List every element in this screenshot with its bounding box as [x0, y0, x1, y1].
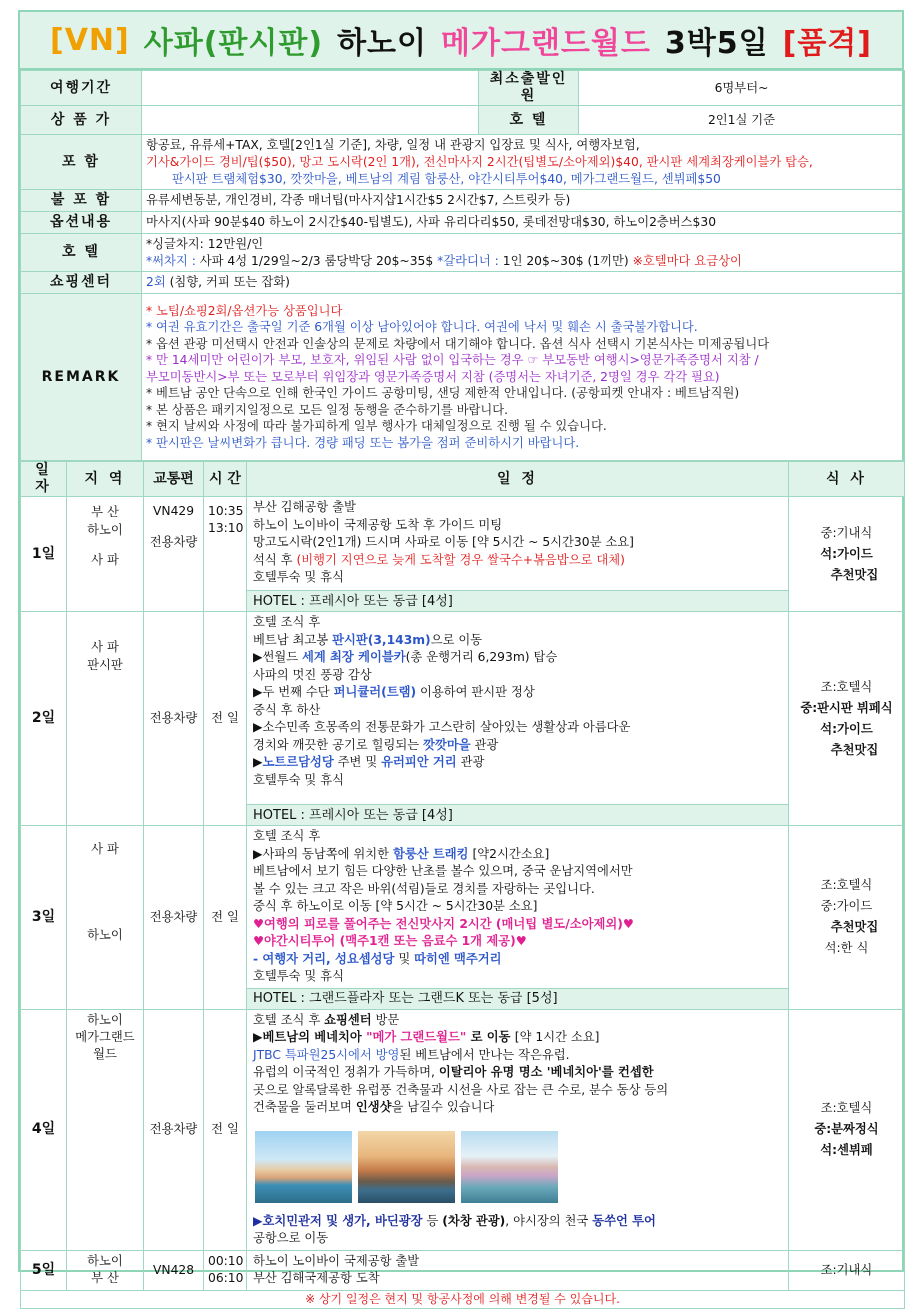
schedule-text: ▶ — [253, 755, 263, 769]
schedule-text: ▶썬월드 — [253, 650, 303, 664]
hotel-label: 호 텔 — [479, 106, 579, 135]
day-row — [21, 1250, 905, 1290]
ship-square-photo — [358, 1131, 455, 1203]
schedule-line — [253, 951, 782, 969]
schedule-text: 등 — [422, 1213, 443, 1228]
title-grade: [품격] — [782, 26, 872, 61]
hotel-value: 2인1실 기준 — [579, 106, 905, 135]
schedule-line: 호텔투숙 및 휴식 — [253, 772, 344, 787]
schedule-text: 관광 — [470, 737, 499, 752]
schedule-line — [253, 552, 782, 570]
include-line-2: 기사&가이드 경비/팁($50), 망고 도시락(2인 1개), 전신마사지 2시간(팁별도/소아제외)$40, 판시판 세계최장케이블카 탑승, — [146, 154, 813, 169]
venice-canal-photo — [255, 1131, 352, 1203]
day-time: 전 일 — [204, 612, 247, 826]
schedule-highlight: 인생샷 — [355, 1100, 392, 1114]
day-time — [204, 1250, 247, 1290]
meal-item: 조:호텔식 — [820, 878, 873, 893]
hotel-extra-value — [142, 234, 905, 272]
day-row — [21, 612, 905, 805]
schedule-line: 호텔 조식 후 — [253, 829, 321, 843]
schedule-line: 호텔투숙 및 휴식 — [253, 570, 344, 584]
title-megagrandworld: 메가그랜드월드 — [441, 26, 651, 61]
schedule-line — [253, 737, 782, 755]
schedule-line: 부산 김해국제공항 도착 — [253, 1271, 380, 1285]
itinerary-sheet — [18, 10, 904, 1306]
remark-list — [142, 294, 905, 461]
schedule-text: 으로 이동 — [430, 632, 483, 647]
day-number: 5일 — [21, 1250, 67, 1290]
col-transport: 교통편 — [144, 462, 204, 497]
day-region — [67, 612, 144, 826]
flight-number: VN428 — [144, 1250, 204, 1290]
schedule-line: 곳으로 알록달록한 유럽풍 건축물과 시선을 사로 잡는 큰 수로, 분수 동상 등의 — [253, 1082, 669, 1097]
flight-number: VN429 — [152, 504, 195, 518]
schedule-highlight: 함룽산 트래킹 — [392, 846, 469, 861]
day-row — [21, 826, 905, 989]
schedule-text: 방문 — [371, 1012, 400, 1027]
schedule-line — [253, 684, 782, 702]
schedule-highlight: (차창 관광) — [442, 1213, 506, 1228]
meal-item: 중:판시판 뷔페식 — [800, 700, 893, 715]
region-top: 하노이 메가그랜드 월드 — [75, 1012, 135, 1061]
day-transport — [144, 497, 204, 612]
colorful-canal-photo — [461, 1131, 558, 1203]
hotel-extra-label: 호 텔 — [21, 234, 142, 272]
schedule-text: 로 이동 — [466, 1030, 515, 1044]
info-table — [20, 70, 905, 461]
shopping-count: 2회 — [146, 275, 166, 289]
remark-item: * 현지 날씨와 사정에 따라 불가피하게 일부 행사가 대체일정으로 진행 될 수 있습니다. — [146, 419, 607, 434]
shopping-value — [142, 272, 905, 294]
remark-item: * 노팁/쇼핑2회/옵션가능 상품입니다 — [146, 303, 343, 318]
day-meals — [789, 497, 905, 612]
photo-gallery — [255, 1131, 782, 1203]
day-meals — [789, 1250, 905, 1290]
option-value: 마사지(사파 90분$40 하노이 2시간$40-팁별도), 사파 유리다리$50, 롯데전망대$30, 하노이2층버스$30 — [142, 212, 905, 234]
day-time: 전 일 — [204, 826, 247, 1010]
schedule-highlight: 동쑤언 투어 — [592, 1213, 656, 1228]
price-value — [142, 106, 479, 135]
day-region — [67, 826, 144, 1010]
meal-item: 중:분짜정식 — [814, 1122, 879, 1136]
day-time — [204, 497, 247, 612]
remark-label: REMARK — [21, 294, 142, 461]
transport-car: 전용차량 — [149, 535, 198, 549]
schedule-text: 유럽의 이국적인 정취가 가득하며, — [253, 1065, 439, 1079]
schedule-text: 석식 후 — [253, 552, 297, 567]
col-schedule: 일 정 — [247, 462, 789, 497]
schedule-line — [253, 649, 782, 667]
schedule-text: 호텔 조식 후 — [253, 1012, 325, 1027]
min-people-value: 6명부터~ — [579, 71, 905, 106]
day-meals — [789, 612, 905, 826]
schedule-line: 호텔투숙 및 휴식 — [253, 969, 344, 983]
footer-note: ※ 상기 일정은 현지 및 항공사정에 의해 변경될 수 있습니다. — [21, 1290, 905, 1308]
schedule-text: 및 — [394, 951, 415, 966]
meal-item: 석:한 식 — [824, 941, 869, 956]
schedule-text: 된 베트남에서 만나는 작은유럽. — [399, 1047, 570, 1062]
meal-item: 석:센뷔페 — [820, 1143, 873, 1157]
schedule-highlight: "메가 그랜드월드" — [366, 1030, 467, 1044]
schedule-line: 호텔 조식 후 — [253, 615, 321, 629]
schedule-note: (비행기 지연으로 늦게 도착할 경우 쌀국수+볶음밥으로 대체) — [296, 552, 625, 567]
option-label: 옵션내용 — [21, 212, 142, 234]
col-time: 시 간 — [204, 462, 247, 497]
col-meal: 식 사 — [789, 462, 905, 497]
surcharge-value: 사파 4성 1/29일~2/3 룸당박당 20$~35$ — [199, 253, 434, 268]
remark-item: * 판시판은 날씨변화가 큽니다. 경량 패딩 또는 봄가을 점퍼 준비하시기 바랍니다. — [146, 435, 580, 450]
col-day: 일 자 — [21, 462, 67, 497]
meal-item: 조:호텔식 — [820, 1101, 873, 1115]
time-depart: 10:35 — [208, 504, 244, 518]
title-sapa: 사파(판시판) — [143, 26, 324, 61]
meal-item: 추천맛집 — [830, 567, 879, 582]
shopping-items: (침향, 커피 또는 잡화) — [165, 275, 290, 289]
region-top: 사 파 — [91, 842, 119, 856]
schedule-table — [20, 461, 905, 1309]
schedule-text: 주변 및 — [333, 755, 382, 769]
schedule-line — [253, 754, 782, 772]
meal-item: 추천맛집 — [830, 920, 879, 935]
schedule-line: ♥야간시티투어 (맥주1캔 또는 음료수 1개 제공)♥ — [253, 934, 527, 948]
transport-car: 전용차량 — [144, 1009, 204, 1250]
remark-item: * 만 14세미만 어린이가 부모, 보호자, 위임된 사람 없이 입국하는 경우 ☞ 부모동반 여행시>영문가족증명서 지참 / — [146, 353, 759, 368]
shopping-label: 쇼핑센터 — [21, 272, 142, 294]
day-schedule — [247, 826, 789, 989]
gala-value: 1인 20$~30$ (1끼만) — [502, 253, 629, 268]
meal-item: 중:기내식 — [820, 525, 873, 540]
schedule-text: 을 남길수 있습니다 — [391, 1100, 495, 1114]
schedule-line: 중식 후 하산 — [253, 702, 321, 717]
meal-item: 석:가이드 — [820, 721, 873, 736]
day-row — [21, 497, 905, 591]
schedule-highlight: 이탈리아 유명 명소 '베네치아'를 컨셉한 — [438, 1065, 654, 1079]
schedule-line — [253, 846, 782, 864]
region-bottom: 사 파 — [91, 553, 119, 567]
day-row — [21, 1009, 905, 1250]
period-value — [142, 71, 479, 106]
schedule-text: [약2시간소요] — [468, 846, 550, 861]
title-hanoi: 하노이 — [337, 26, 428, 61]
schedule-highlight: 깟깟마을 — [423, 737, 471, 752]
day-hotel: HOTEL : 프레시아 또는 동급 [4성] — [247, 805, 789, 826]
schedule-line — [253, 1047, 782, 1065]
single-charge: *싱글차지: 12만원/인 — [146, 236, 264, 251]
gala-label: *갈라디너 : — [433, 253, 503, 268]
day-schedule — [247, 497, 789, 591]
schedule-line: 볼 수 있는 크고 작은 바위(석림)들로 경치를 자랑하는 곳입니다. — [253, 881, 595, 896]
period-label: 여행기간 — [21, 71, 142, 106]
schedule-text: (총 운행거리 6,293m) 탑승 — [405, 650, 558, 664]
col-region: 지 역 — [67, 462, 144, 497]
day-time: 전 일 — [204, 1009, 247, 1250]
schedule-text: [약 1시간 소요] — [514, 1030, 600, 1044]
transport-car: 전용차량 — [144, 826, 204, 1010]
schedule-line: 사파의 멋진 풍광 감상 — [253, 667, 372, 682]
schedule-highlight: 판시판(3,143m) — [332, 632, 431, 647]
schedule-text: , 야시장의 천국 — [505, 1213, 593, 1228]
include-value — [142, 135, 905, 190]
schedule-text: 베트남 최고봉 — [253, 632, 333, 647]
schedule-line — [253, 632, 782, 650]
schedule-text: 경치와 깨끗한 공기로 힐링되는 — [253, 737, 424, 752]
day-region — [67, 1009, 144, 1250]
remark-item: * 본 상품은 패키지일정으로 모든 일정 동행을 준수하기를 바랍니다. — [146, 402, 509, 417]
surcharge-line — [146, 253, 900, 270]
price-label: 상 품 가 — [21, 106, 142, 135]
min-people-label: 최소출발인원 — [479, 71, 579, 106]
exclude-value: 유류세변동분, 개인경비, 각종 매너팁(마사지샵1시간$5 2시간$7, 스트릿카 등) — [142, 190, 905, 212]
schedule-text: ▶ — [253, 1213, 263, 1228]
time-arrive: 06:10 — [208, 1271, 244, 1285]
schedule-line: 부산 김해공항 출발 — [253, 500, 356, 514]
schedule-highlight: 따히엔 맥주거리 — [414, 951, 502, 966]
hotel-rate-note: ※호텔마다 요금상이 — [628, 253, 742, 268]
schedule-line — [253, 1213, 782, 1231]
schedule-line: 중식 후 하노이로 이동 [약 5시간 ~ 5시간30분 소요] — [253, 899, 538, 913]
day-number: 3일 — [21, 826, 67, 1010]
title-duration: 3박5일 — [664, 26, 769, 61]
schedule-highlight: 쇼핑센터 — [324, 1012, 372, 1027]
meal-item: 추천맛집 — [830, 742, 879, 757]
schedule-line: 공항으로 이동 — [253, 1231, 329, 1245]
remark-item: * 여권 유효기간은 출국일 기준 6개월 이상 남아있어야 합니다. 여권에 낙서 및 훼손 시 출국불가합니다. — [146, 320, 698, 335]
day-hotel: HOTEL : 그랜드플라자 또는 그랜드K 또는 동급 [5성] — [247, 988, 789, 1009]
schedule-text: ▶사파의 동남쪽에 위치한 — [253, 846, 393, 861]
day-region: 하노이 부 산 — [67, 1250, 144, 1290]
schedule-highlight: 노트르담성당 — [262, 755, 334, 769]
schedule-highlight: 퍼니큘러(트램) — [333, 685, 417, 699]
day-schedule — [247, 1009, 789, 1250]
schedule-text: ▶두 번째 수단 — [253, 685, 334, 699]
day-schedule — [247, 1250, 789, 1290]
schedule-line: 하노이 노이바이 국제공항 도착 후 가이드 미팅 — [253, 517, 503, 532]
day-region — [67, 497, 144, 612]
day-number: 1일 — [21, 497, 67, 612]
schedule-text: 건축물을 둘러보며 — [253, 1100, 356, 1114]
schedule-highlight: 유러피안 거리 — [381, 755, 457, 769]
schedule-line: ▶소수민족 흐몽족의 전통문화가 고스란히 살아있는 생활상과 아름다운 — [253, 720, 631, 734]
schedule-highlight: ▶베트남의 베네치아 — [253, 1030, 367, 1044]
schedule-line: ♥여행의 피로를 풀어주는 전신맛사지 2시간 (매너팁 별도/소아제외)♥ — [253, 916, 634, 931]
schedule-highlight: 세계 최장 케이블카 — [302, 650, 406, 664]
surcharge-label: *써차지 : — [146, 253, 200, 268]
include-line-1: 항공료, 유류세+TAX, 호텔[2인1실 기준], 차량, 일정 내 관광지 입장료 및 식사, 여행자보험, — [146, 137, 640, 152]
day-number: 2일 — [21, 612, 67, 826]
exclude-label: 불 포 함 — [21, 190, 142, 212]
schedule-highlight: 호치민관저 및 생가, 바딘광장 — [262, 1213, 423, 1228]
region-top: 사 파 판시판 — [87, 640, 123, 672]
region-bottom: 하노이 — [87, 928, 123, 942]
schedule-line — [253, 1012, 782, 1030]
remark-item: * 옵션 관광 미선택시 안전과 인솔상의 문제로 차량에서 대기해야 합니다. 옵션 식사 선택시 기본식사는 미제공됩니다 — [146, 336, 770, 351]
transport-car: 전용차량 — [144, 612, 204, 826]
meal-item: 조:기내식 — [820, 1262, 873, 1277]
meal-item: 석:가이드 — [820, 546, 873, 561]
day-schedule — [247, 612, 789, 805]
include-label: 포 함 — [21, 135, 142, 190]
remark-item: 부모미동반시>부 또는 모로부터 위임장과 영문가족증명서 지참 (증명서는 자녀기준, 2명일 경우 각각 필요) — [146, 369, 720, 384]
region-top: 부 산 하노이 — [87, 505, 123, 537]
day-hotel: HOTEL : 프레시아 또는 동급 [4성] — [247, 591, 789, 612]
time-depart: 00:10 — [208, 1254, 244, 1268]
schedule-text: 이용하여 판시판 정상 — [416, 685, 535, 699]
schedule-line: 망고도시락(2인1개) 드시며 사파로 이동 [약 5시간 ~ 5시간30분 소요] — [253, 535, 634, 549]
day-meals — [789, 1009, 905, 1250]
schedule-line: 베트남에서 보기 힘든 다양한 난초를 볼수 있으며, 중국 운남지역에서만 — [253, 864, 633, 878]
schedule-text: 관광 — [456, 755, 485, 769]
day-meals — [789, 826, 905, 1010]
remark-item: * 베트남 공안 단속으로 인해 한국인 가이드 공항미팅, 샌딩 제한적 안내입니다. (공항피켓 안내자 : 베트남직원) — [146, 386, 740, 401]
schedule-line: 하노이 노이바이 국제공항 출발 — [253, 1253, 420, 1268]
meal-item: 조:호텔식 — [820, 679, 873, 694]
include-line-3: 판시판 트램체험$30, 깟깟마을, 베트남의 계림 함룽산, 야간시티투어$40, 메가그랜드월드, 센뷔페$50 — [172, 171, 721, 186]
day-number: 4일 — [21, 1009, 67, 1250]
schedule-highlight: JTBC 특파원25시에서 방영 — [253, 1047, 400, 1062]
schedule-line — [253, 1099, 782, 1117]
title-tag: [VN] — [49, 22, 130, 58]
time-arrive: 13:10 — [208, 521, 244, 535]
schedule-line — [253, 1029, 782, 1047]
schedule-line — [253, 1064, 782, 1082]
page-title — [20, 12, 902, 70]
schedule-highlight: - 여행자 거리, 성요셉성당 — [253, 951, 395, 966]
meal-item: 중:가이드 — [820, 899, 873, 914]
